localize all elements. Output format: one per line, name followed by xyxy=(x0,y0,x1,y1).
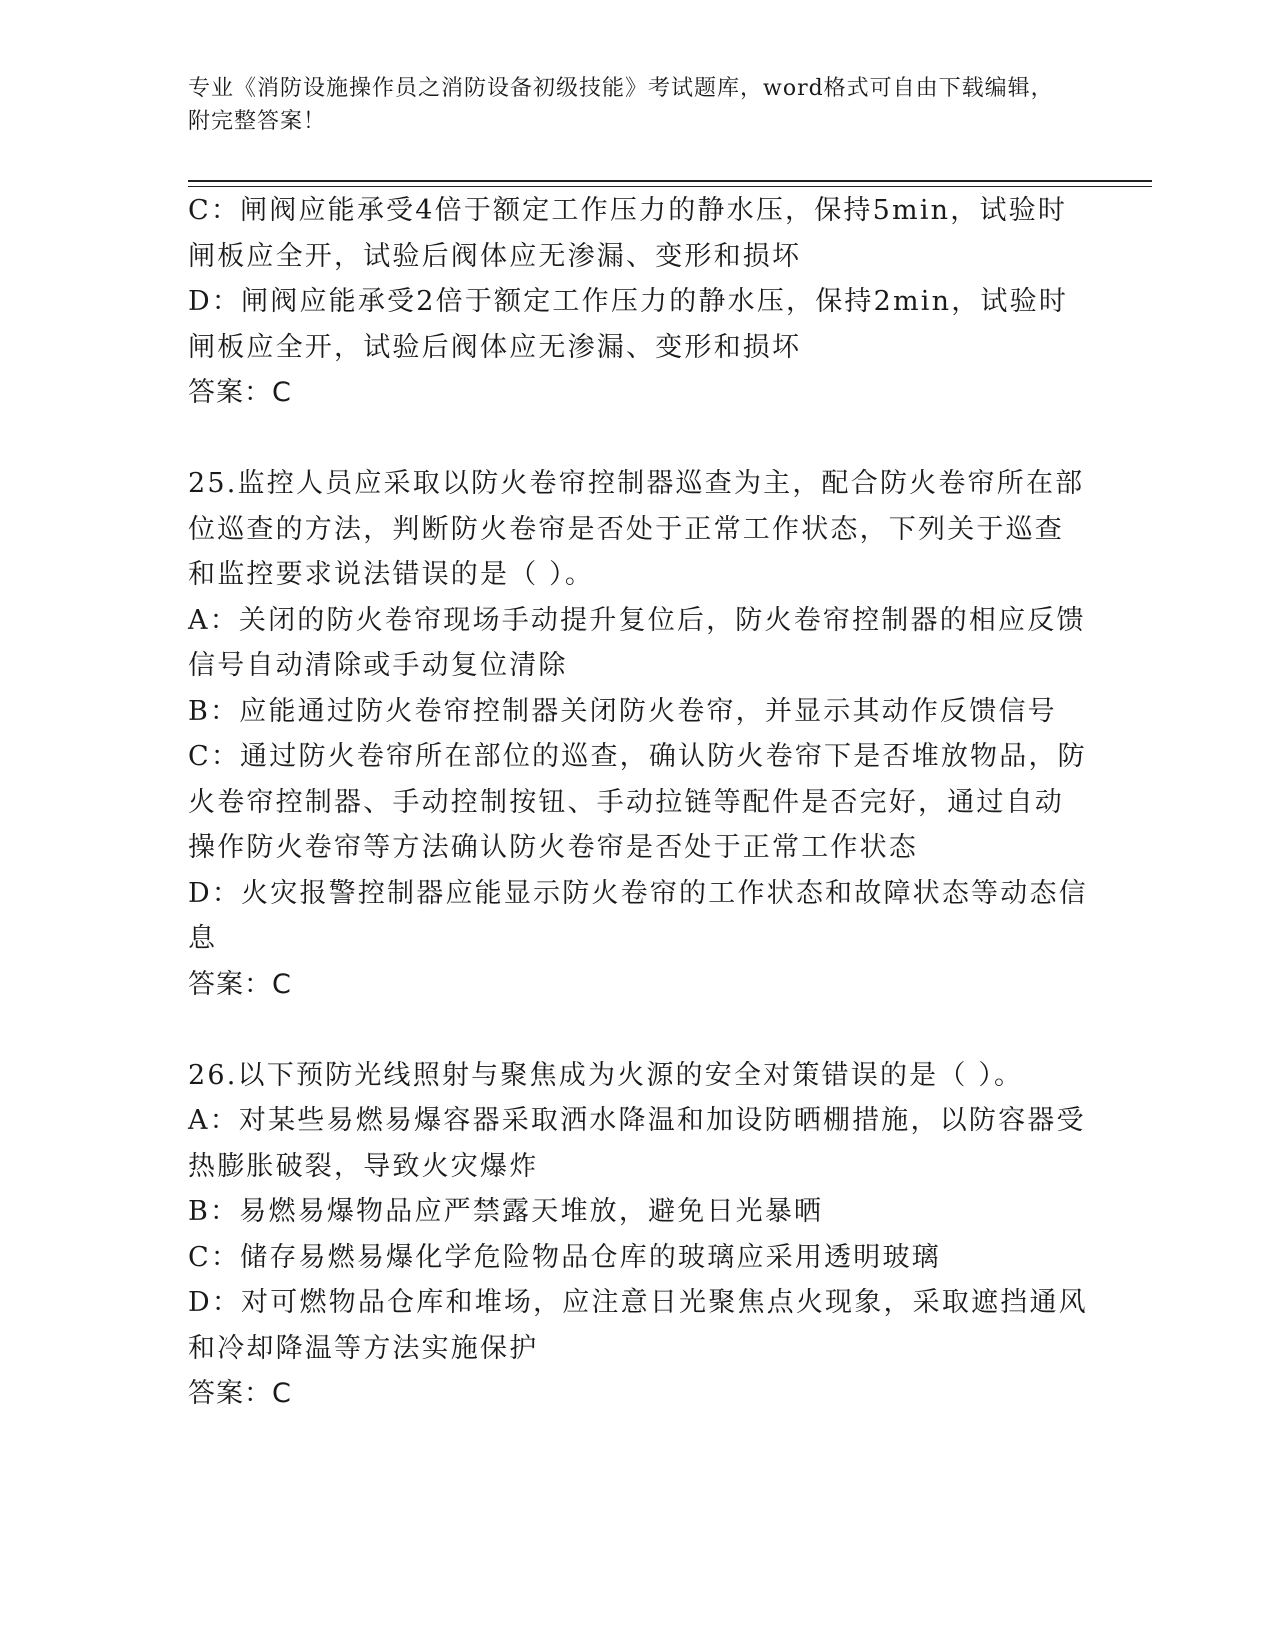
answer-line: 答案：C xyxy=(188,968,292,1000)
prev-question-tail xyxy=(188,188,1088,416)
header-rule-thick xyxy=(188,180,1152,182)
document-body xyxy=(188,188,1088,1417)
option-c: C：储存易燃易爆化学危险物品仓库的玻璃应采用透明玻璃 xyxy=(188,1241,941,1273)
option-d: D：闸阀应能承受2倍于额定工作压力的静水压，保持2min，试验时闸板应全开，试验后阀体应无渗漏、变形和损坏 xyxy=(188,286,1069,363)
option-b: B：应能通过防火卷帘控制器关闭防火卷帘，并显示其动作反馈信号 xyxy=(188,695,1057,727)
document-header: 专业《消防设施操作员之消防设备初级技能》考试题库，word格式可自由下载编辑，附完整答案！ xyxy=(188,76,1054,134)
question-stem: 25.监控人员应采取以防火卷帘控制器巡查为主，配合防火卷帘所在部位巡查的方法，判断防火卷帘是否处于正常工作状态，下列关于巡查和监控要求说法错误的是（ ）。 xyxy=(188,468,1085,590)
answer-line: 答案：C xyxy=(188,377,292,408)
header-rule-thin xyxy=(188,186,1152,187)
option-d: D：对可燃物品仓库和堆场，应注意日光聚焦点火现象，采取遮挡通风和冷却降温等方法实施保护 xyxy=(188,1287,1088,1364)
question-26 xyxy=(188,1053,1088,1417)
option-a: A：对某些易燃易爆容器采取洒水降温和加设防晒棚措施，以防容器受热膨胀破裂，导致火灾爆炸 xyxy=(188,1105,1086,1182)
question-stem: 26.以下预防光线照射与聚焦成为火源的安全对策错误的是（ ）。 xyxy=(188,1059,1024,1091)
option-a: A：关闭的防火卷帘现场手动提升复位后，防火卷帘控制器的相应反馈信号自动清除或手动复位清除 xyxy=(188,604,1086,681)
option-b: B：易燃易爆物品应严禁露天堆放，避免日光暴晒 xyxy=(188,1196,824,1227)
answer-line: 答案：C xyxy=(188,1378,292,1409)
option-c: C：通过防火卷帘所在部位的巡查，确认防火卷帘下是否堆放物品，防火卷帘控制器、手动控制按钮、手动拉链等配件是否完好，通过自动操作防火卷帘等方法确认防火卷帘是否处于正常工作状态 xyxy=(188,741,1087,863)
option-d: D：火灾报警控制器应能显示防火卷帘的工作状态和故障状态等动态信息 xyxy=(188,877,1088,954)
question-25 xyxy=(188,461,1088,1007)
option-c: C：闸阀应能承受4倍于额定工作压力的静水压，保持5min，试验时闸板应全开，试验后阀体应无渗漏、变形和损坏 xyxy=(188,195,1068,272)
